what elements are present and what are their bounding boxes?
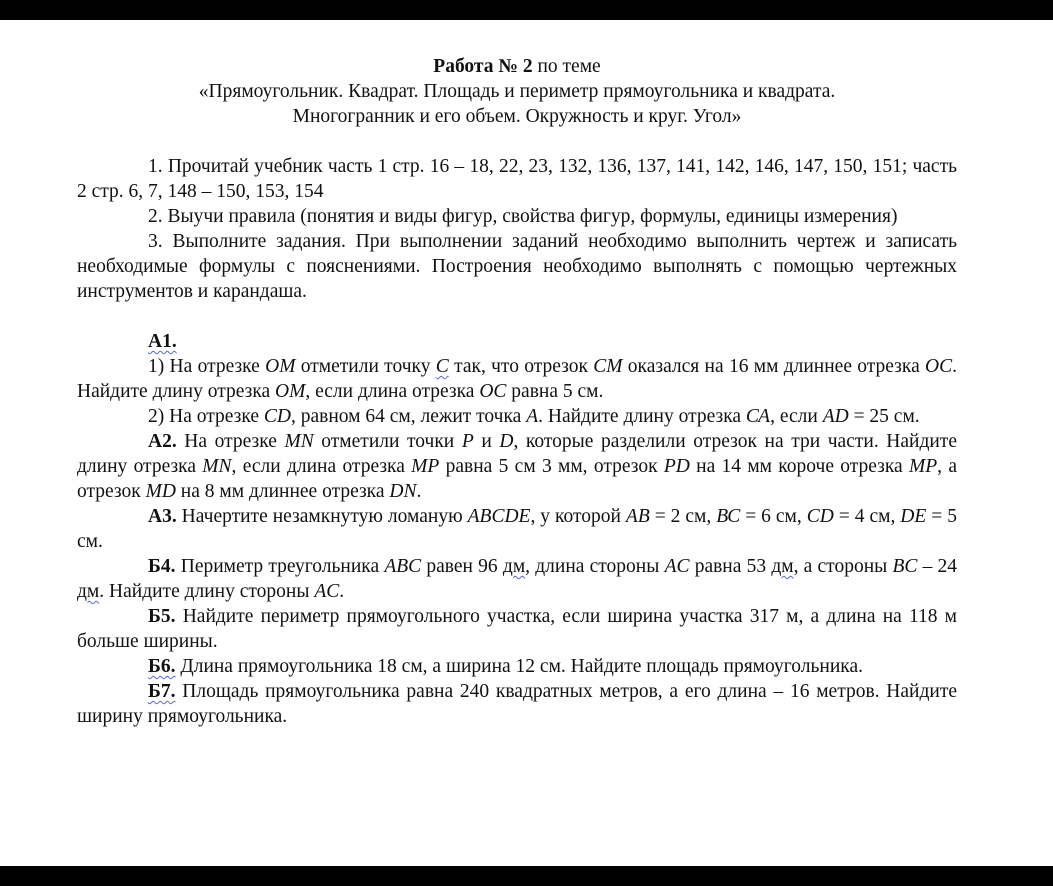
spacer (77, 304, 957, 329)
task-a1-label: А1. (148, 331, 177, 352)
document-title (77, 54, 957, 79)
task-a1-2: 2) На отрезке CD, равном 64 см, лежит точка А. Найдите длину отрезка СА, если AD = 25 см. (148, 406, 920, 427)
document-content (77, 54, 957, 729)
title-topic-line-2: Многогранник и его объем. Окружность и круг. Угол» (292, 106, 742, 127)
instruction-1: 1. Прочитай учебник часть 1 стр. 16 – 18, 22, 23, 132, 136, 137, 141, 142, 146, 147, 150, 151; часть 2 стр. 6, 7, 148 – 150, 153, 154 (77, 156, 957, 202)
task-b4: Б4. Периметр треугольника ABC равен 96 дм, длина стороны AC равна 53 дм, а стороны BC – 24 дм. Найдите длину стороны AC. (77, 556, 958, 602)
title-topic-line-1: «Прямоугольник. Квадрат. Площадь и периметр прямоугольника и квадрата. (198, 81, 836, 102)
document-page (0, 20, 1053, 866)
task-a3: А3. Начертите незамкнутую ломаную ABCDE, у которой АВ = 2 см, ВС = 6 см, CD = 4 см, DE = 5 см. (77, 506, 957, 552)
title-suffix: по теме (532, 56, 601, 77)
task-a2: А2. На отрезке MN отметили точки Р и D, которые разделили отрезок на три части. Найдите длину отрезка MN, если длина отрезка МР равна 5 см 3 мм, отрезок PD на 14 мм короче отрезка МР, а отрезок MD на 8 мм длиннее отрезка DN. (77, 431, 957, 502)
instruction-2: 2. Выучи правила (понятия и виды фигур, свойства фигур, формулы, единицы измерения) (148, 206, 898, 227)
task-b5: Б5. Найдите периметр прямоугольного участка, если ширина участка 317 м, а длина на 118 м больше ширины. (77, 606, 957, 652)
title-number: Работа № 2 (433, 56, 533, 77)
task-b7: Б7. Площадь прямоугольника равна 240 квадратных метров, а его длина – 16 метров. Найдите ширину прямоугольника. (77, 681, 957, 727)
spacer (77, 129, 957, 154)
task-b6: Б6. Длина прямоугольника 18 см, а ширина 12 см. Найдите площадь прямоугольника. (148, 656, 863, 677)
task-a1-1: 1) На отрезке ОМ отметили точку С так, что отрезок СМ оказался на 16 мм длиннее отрезка ОС. Найдите длину отрезка ОМ, если длина отрезка ОС равна 5 см. (77, 356, 957, 402)
instruction-3: 3. Выполните задания. При выполнении заданий необходимо выполнить чертеж и записать необходимые формулы с пояснениями. Построения необходимо выполнять с помощью чертежных инструментов и карандаша. (77, 231, 957, 302)
